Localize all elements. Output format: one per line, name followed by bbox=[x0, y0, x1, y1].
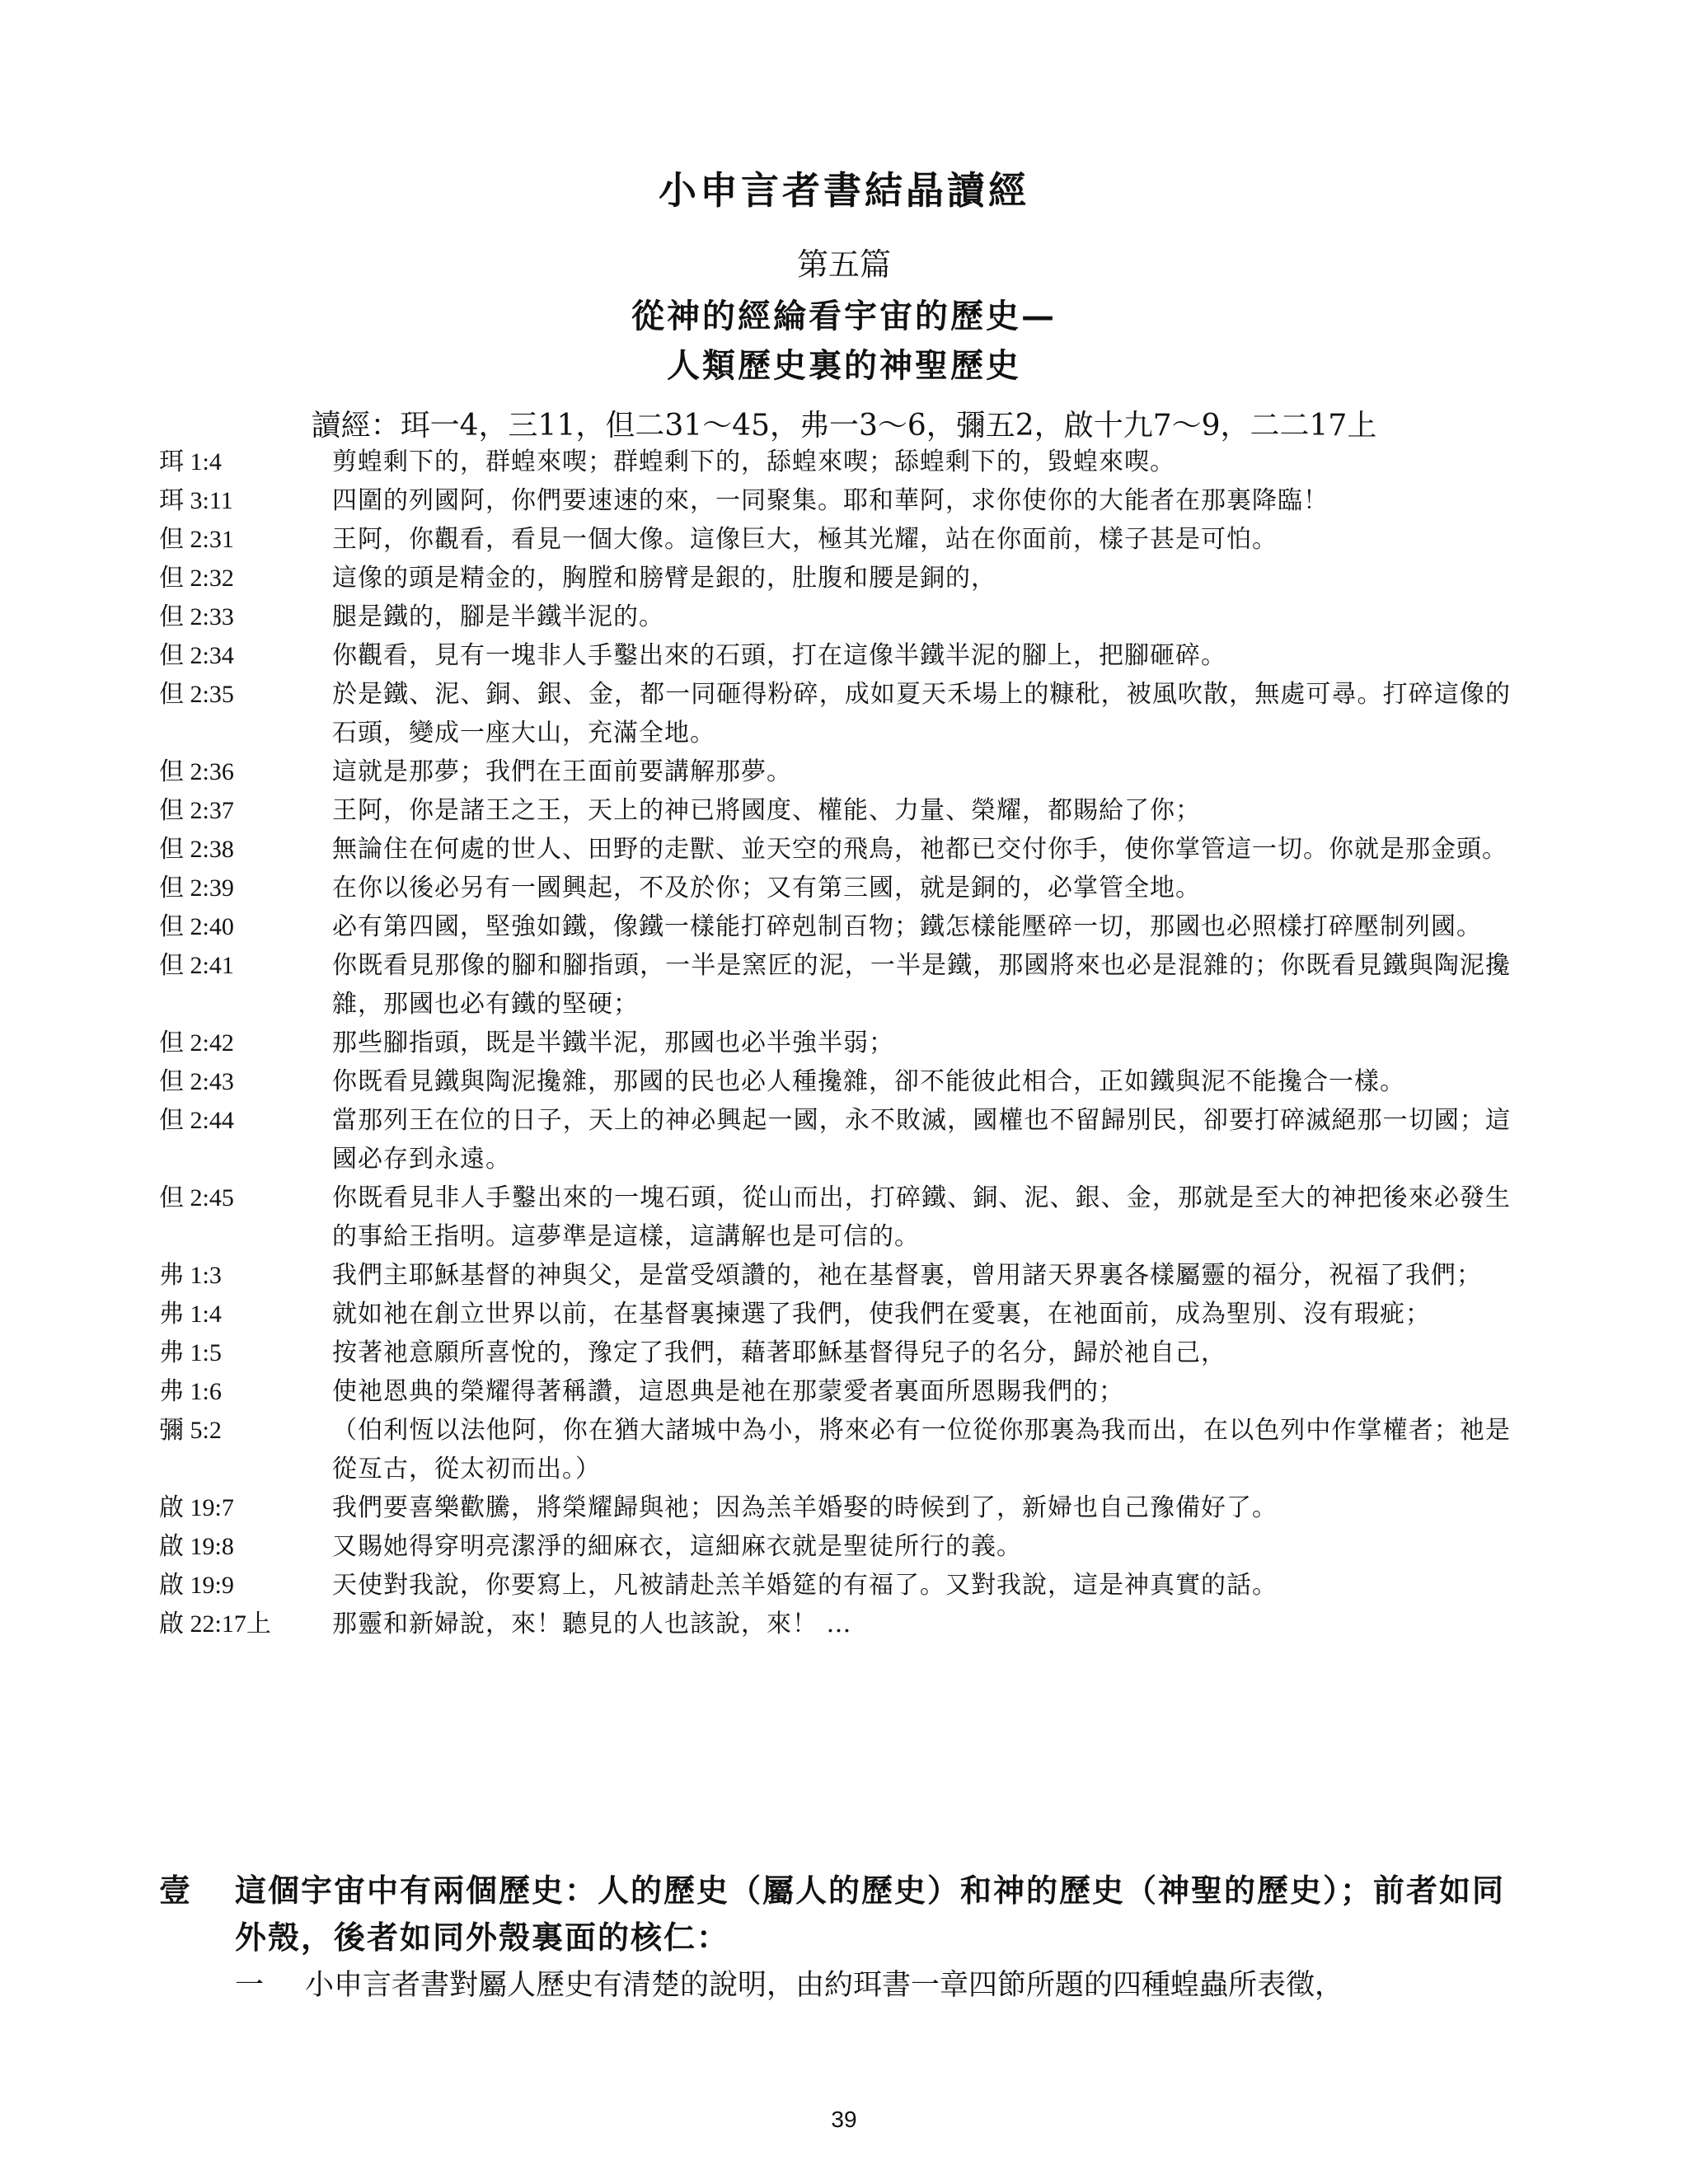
verse-text: 當那列王在位的日子，天上的神必興起一國，永不敗滅，國權也不留歸別民，卻要打碎滅絕那一切國；這國必存到永遠。 bbox=[332, 1106, 1511, 1174]
verse-reference: 但 2:41 bbox=[159, 952, 234, 979]
verse-reference: 彌 5:2 bbox=[159, 1417, 222, 1444]
verse-text: 無論住在何處的世人、田野的走獸、並天空的飛鳥，祂都已交付你手，使你掌管這一切。你就是那金頭。 bbox=[332, 835, 1507, 864]
verse-text: 在你以後必另有一國興起，不及於你；又有第三國，就是銅的，必掌管全地。 bbox=[332, 874, 1201, 902]
verse-row bbox=[159, 636, 1511, 675]
verse-row bbox=[159, 1295, 1511, 1333]
verse-text: 天使對我說，你要寫上，凡被請赴羔羊婚筵的有福了。又對我說，這是神真實的話。 bbox=[332, 1571, 1278, 1600]
verse-reference: 弗 1:4 bbox=[159, 1301, 222, 1328]
verse-row bbox=[159, 1566, 1511, 1605]
verse-text: 剪蝗剩下的，群蝗來喫；群蝗剩下的，舔蝗來喫；舔蝗剩下的，毀蝗來喫。 bbox=[332, 448, 1175, 476]
verse-row bbox=[159, 443, 1511, 481]
verse-row bbox=[159, 1062, 1511, 1101]
outline-point bbox=[235, 1966, 1511, 2005]
verse-row bbox=[159, 520, 1511, 559]
verse-row bbox=[159, 1179, 1511, 1256]
verse-row bbox=[159, 907, 1511, 946]
verse-row bbox=[159, 830, 1511, 869]
verse-text: 就如祂在創立世界以前，在基督裏揀選了我們，使我們在愛裏，在祂面前，成為聖別、沒有瑕疵； bbox=[332, 1300, 1431, 1329]
verse-text: 你既看見那像的腳和腳指頭，一半是窯匠的泥，一半是鐵，那國將來也必是混雜的；你既看見鐵與陶泥攙雜，那國也必有鐵的堅硬； bbox=[332, 951, 1511, 1019]
verse-reference: 啟 19:8 bbox=[159, 1533, 234, 1560]
page-number: 39 bbox=[831, 2107, 857, 2132]
verse-text: 腿是鐵的，腳是半鐵半泥的。 bbox=[332, 602, 664, 631]
verse-text: 我們主耶穌基督的神與父，是當受頌讚的，祂在基督裏，曾用諸天界裏各樣屬靈的福分，祝福了我們； bbox=[332, 1261, 1482, 1290]
outline-heading-text: 這個宇宙中有兩個歷史：人的歷史（屬人的歷史）和神的歷史（神聖的歷史）；前者如同外殼，後者如同外殼裏面的核仁： bbox=[235, 1872, 1506, 1956]
verse-row bbox=[159, 1333, 1511, 1372]
verse-text: 王阿，你是諸王之王，天上的神已將國度、權能、力量、榮耀，都賜給了你； bbox=[332, 796, 1201, 825]
verse-reference: 珥 1:4 bbox=[159, 448, 222, 476]
verse-text: 你既看見鐵與陶泥攙雜，那國的民也必人種攙雜，卻不能彼此相合，正如鐵與泥不能攙合一樣。 bbox=[332, 1067, 1405, 1096]
verse-row bbox=[159, 752, 1511, 791]
verse-row bbox=[159, 1101, 1511, 1179]
verse-text: 我們要喜樂歡騰，將榮耀歸與祂；因為羔羊婚娶的時候到了，新婦也自己豫備好了。 bbox=[332, 1493, 1278, 1522]
verse-row bbox=[159, 559, 1511, 598]
verse-text: 你既看見非人手鑿出來的一塊石頭，從山而出，打碎鐵、銅、泥、銀、金，那就是至大的神把後來必發生的事給王指明。這夢準是這樣，這講解也是可信的。 bbox=[332, 1183, 1511, 1251]
verse-reference: 但 2:36 bbox=[159, 758, 234, 785]
verse-reference: 但 2:37 bbox=[159, 797, 234, 824]
part-label: 第五篇 bbox=[796, 246, 891, 283]
verse-reference: 但 2:33 bbox=[159, 603, 234, 630]
verse-text: 必有第四國，堅強如鐵，像鐵一樣能打碎剋制百物；鐵怎樣能壓碎一切，那國也必照樣打碎壓制列國。 bbox=[332, 912, 1482, 941]
verse-text: 按著祂意願所喜悅的，豫定了我們，藉著耶穌基督得兒子的名分，歸於祂自己， bbox=[332, 1338, 1226, 1367]
verse-reference: 但 2:45 bbox=[159, 1184, 234, 1212]
verse-text: 這像的頭是精金的，胸膛和膀臂是銀的，肚腹和腰是銅的， bbox=[332, 564, 996, 593]
verse-reference: 弗 1:6 bbox=[159, 1378, 222, 1405]
verse-text: 使祂恩典的榮耀得著稱讚，這恩典是祂在那蒙愛者裏面所恩賜我們的； bbox=[332, 1377, 1124, 1406]
verse-reference: 弗 1:5 bbox=[159, 1339, 222, 1366]
verse-row bbox=[159, 1411, 1511, 1488]
verse-text: 王阿，你觀看，看見一個大像。這像巨大，極其光耀，站在你面前，樣子甚是可怕。 bbox=[332, 525, 1278, 554]
verse-reference: 啟 19:9 bbox=[159, 1572, 234, 1599]
verse-row bbox=[159, 1488, 1511, 1527]
subtitle-line-1: 從神的經綸看宇宙的歷史— bbox=[631, 297, 1057, 335]
verse-text: 那靈和新婦說，來！聽見的人也該說，來！ … bbox=[332, 1610, 852, 1638]
verse-text: 這就是那夢；我們在王面前要講解那夢。 bbox=[332, 757, 792, 786]
verse-reference: 但 2:40 bbox=[159, 913, 234, 940]
verse-text: 四圍的列國阿，你們要速速的來，一同聚集。耶和華阿，求你使你的大能者在那裏降臨！ bbox=[332, 486, 1329, 515]
verse-row bbox=[159, 1024, 1511, 1062]
outline-heading bbox=[159, 1867, 1511, 1961]
verse-row bbox=[159, 946, 1511, 1024]
verse-reference: 但 2:34 bbox=[159, 642, 234, 669]
verse-reference: 但 2:32 bbox=[159, 565, 234, 592]
verse-text: 又賜她得穿明亮潔淨的細麻衣，這細麻衣就是聖徒所行的義。 bbox=[332, 1532, 1022, 1561]
outline-point-text: 小申言者書對屬人歷史有清楚的說明，由約珥書一章四節所題的四種蝗蟲所表徵， bbox=[305, 1969, 1344, 2002]
verse-text: 那些腳指頭，既是半鐵半泥，那國也必半強半弱； bbox=[332, 1029, 894, 1057]
verse-text: 於是鐵、泥、銅、銀、金，都一同砸得粉碎，成如夏天禾場上的糠秕，被風吹散，無處可尋。打碎這像的石頭，變成一座大山，充滿全地。 bbox=[332, 680, 1511, 748]
verse-reference: 但 2:31 bbox=[159, 526, 234, 553]
outline-heading-number: 壹 bbox=[159, 1872, 191, 1909]
verse-row bbox=[159, 869, 1511, 907]
verse-list bbox=[159, 443, 1511, 1643]
verse-row bbox=[159, 1527, 1511, 1566]
verse-reference: 啟 19:7 bbox=[159, 1494, 234, 1521]
verse-reference: 弗 1:3 bbox=[159, 1262, 222, 1289]
verse-text: （伯利恆以法他阿，你在猶大諸城中為小，將來必有一位從你那裏為我而出，在以色列中作掌權者；祂是從亙古，從太初而出。） bbox=[332, 1416, 1511, 1483]
verse-reference: 但 2:38 bbox=[159, 836, 234, 863]
outline-point-number: 一 bbox=[235, 1969, 265, 2002]
scripture-reading-list: 讀經：珥一4，三11，但二31～45，弗一3～6，彌五2，啟十九7～9，二二17上 bbox=[311, 409, 1377, 443]
verse-reference: 珥 3:11 bbox=[159, 487, 233, 514]
verse-row bbox=[159, 675, 1511, 752]
verse-row bbox=[159, 481, 1511, 520]
verse-reference: 但 2:43 bbox=[159, 1068, 234, 1095]
verse-reference: 但 2:35 bbox=[159, 681, 234, 708]
verse-row bbox=[159, 1605, 1511, 1643]
verse-reference: 但 2:39 bbox=[159, 874, 234, 902]
verse-reference: 但 2:42 bbox=[159, 1029, 234, 1057]
verse-row bbox=[159, 598, 1511, 636]
verse-text: 你觀看，見有一塊非人手鑿出來的石頭，打在這像半鐵半泥的腳上，把腳砸碎。 bbox=[332, 641, 1226, 670]
verse-row bbox=[159, 791, 1511, 830]
verse-reference: 但 2:44 bbox=[159, 1107, 234, 1134]
document-title: 小申言者書結晶讀經 bbox=[659, 168, 1029, 213]
verse-row bbox=[159, 1256, 1511, 1295]
verse-row bbox=[159, 1372, 1511, 1411]
verse-reference: 啟 22:17上 bbox=[159, 1610, 271, 1638]
subtitle-line-2: 人類歷史裏的神聖歷史 bbox=[667, 346, 1021, 385]
